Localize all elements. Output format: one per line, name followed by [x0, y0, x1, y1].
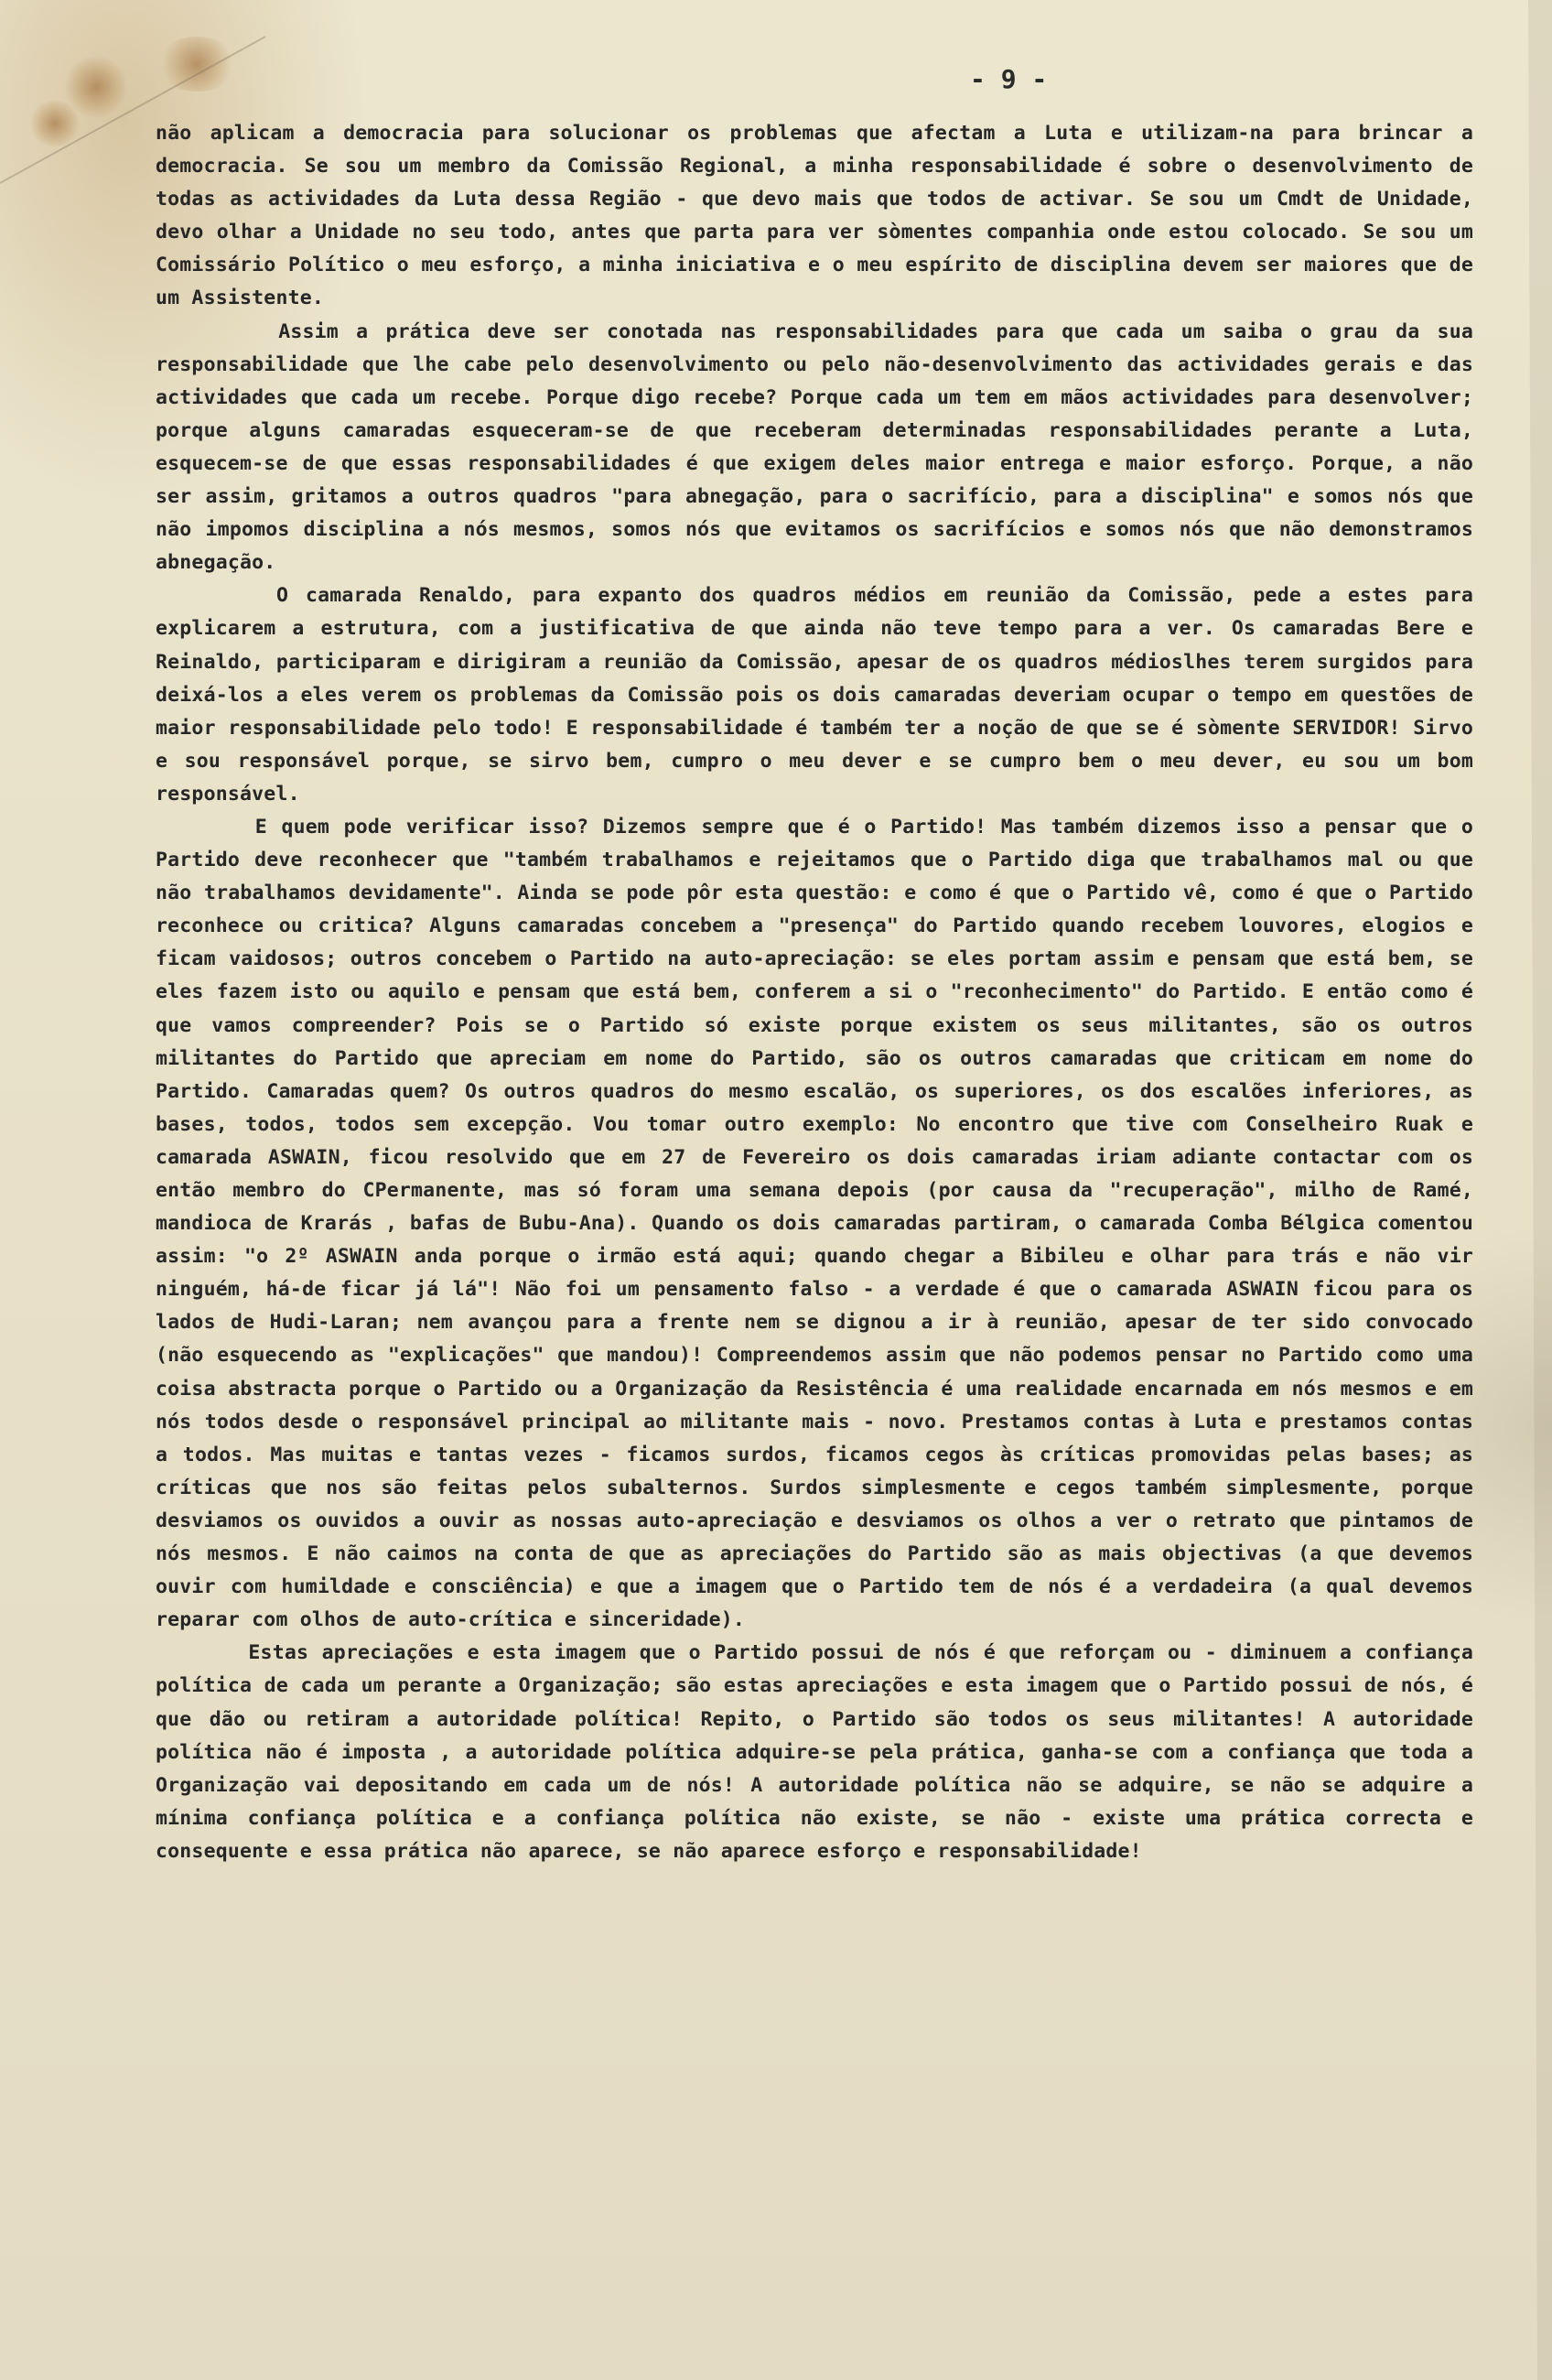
faint-marking [997, 2339, 1162, 2364]
stain-mark [27, 101, 82, 146]
paragraph: não aplicam a democracia para solucionar os problemas que afectam a Luta e utilizam-na para brincar a democracia. Se sou um membro da Comissão Regional, a minha responsabilidade é sobre o desenvolvimento de todas as actividades da Luta dessa Região - que devo mais que todos de activar. Se sou um Cmdt de Unidade, devo olhar a Unidade no seu todo, antes que parta para ver sòmentes companhia onde estou colocado. Se sou um Comissário Político o meu esforço, a minha iniciativa e o meu espírito de disciplina devem ser maiores que de um Assistente. [156, 122, 1486, 310]
paragraph: O camarada Renaldo, para expanto dos quadros médios em reunião da Comissão, pede a estes para explicarem a estrutura, com a justificativa de que ainda não teve tempo para a ver. Os camaradas Bere e Reinaldo, participaram e dirigiram a reunião da Comissão, apesar de os quadros médioslhes terem surgidos para deixá-los a eles verem os problemas da Comissão pois os dois camaradas deveriam ocupar o tempo em questões de maior responsabilidade pelo todo! E responsabilidade é também ter a noção de que se é sòmente SERVIDOR! Sirvo e sou responsável porque, se sirvo bem, cumpro o meu dever e se cumpro bem o meu dever, eu sou um bom responsável. [156, 584, 1486, 806]
paragraph: Assim a prática deve ser conotada nas responsabilidades para que cada um saiba o grau da sua responsabilidade que lhe cabe pelo desenvolvimento ou pelo não-desenvolvimento das actividades gerais e das actividades que cada um recebe. Porque digo recebe? Porque cada um tem em mãos actividades para desenvolver; porque alguns camaradas esqueceram-se de que receberam determinadas responsabilidades perante a Luta, esquecem-se de que essas responsabilidades é que exigem deles maior entrega e maior esforço. Porque, a não ser assim, gritamos a outros quadros "para abnegação, para o sacrifício, para a disciplina" e somos nós que não impomos disciplina a nós mesmos, somos nós que evitamos os sacrifícios e somos nós que não demonstramos abnegação. [156, 319, 1486, 575]
page-number: - 9 - [970, 64, 1048, 94]
paragraph: E quem pode verificar isso? Dizemos sempre que é o Partido! Mas também dizemos isso a pensar que o Partido deve reconhecer que "também trabalhamos e rejeitamos que o Partido diga que trabalhamos mal ou que não trabalhamos devidamente". Ainda se pode pôr esta questão: e como é que o Partido vê, como é que o Partido reconhece ou critica? Alguns camaradas concebem a "presença" do Partido quando recebem louvores, elogios e ficam vaidosos; outros concebem o Partido na auto-apreciação: se eles portam assim e pensam que está bem, se eles fazem isto ou aquilo e pensam que está bem, conferem a si o "reconhecimento" do Partido. E então como é que vamos compreender? Pois se o Partido só existe porque existem os seus militantes, são os outros militantes do Partido que apreciam em nome do Partido, são os outros camaradas que criticam em nome do Partido. Camaradas quem? Os outros quadros do mesmo escalão, os superiores, os dos escalões inferiores, as bases, todos, todos sem excepção. Vou tomar outro exemplo: No encontro que tive com Conselheiro Ruak e camarada ASWAIN, ficou resolvido que em 27 de Fevereiro os dois camaradas iriam adiante contactar com os então membro do CPermanente, mas só foram uma semana depois (por causa da "recuperação", milho de Ramé, mandioca de Krarás , bafas de Bubu-Ana). Quando os dois camaradas partiram, o camarada Comba Bélgica comentou assim: "o 2º ASWAIN anda porque o irmão está aqui; quando chegar a Bibileu e olhar para trás e não vir ninguém, há-de ficar já lá"! Não foi um pensamento falso - a verdade é que o camarada ASWAIN ficou para os lados de Hudi-Laran; nem avançou para a frente nem se dignou a ir à reunião, apesar de ter sido convocado (não esquecendo as "explicações" que mandou)! Compreendemos assim que não podemos pensar no Partido como uma coisa abstracta porque o Partido ou a Organização da Resistência é uma realidade encarnada em nós mesmos e em nós todos desde o responsável principal ao militante mais - novo. Prestamos contas à Luta e prestamos contas a todos. Mas muitas e tantas vezes - ficamos surdos, ficamos cegos às críticas promovidas pelas bases; as críticas que nos são feitas pelos subalternos. Surdos simplesmente e cegos também simplesmente, porque desviamos os ouvidos a ouvir as nossas auto-apreciação e desviamos os olhos a ver o retrato que pintamos de nós mesmos. E não caimos na conta de que as apreciações do Partido são as mais objectivas (a que devemos ouvir com humildade e consciência) e que a imagem que o Partido tem de nós é a verdadeira (a qual devemos reparar com olhos de auto-crítica e sinceridade). [156, 815, 1486, 1632]
document-body [156, 117, 1486, 1868]
paragraph: Estas apreciações e esta imagem que o Partido possui de nós é que reforçam ou - diminuem a confiança política de cada um perante a Organização; são estas apreciações e esta imagem que o Partido possui de nós, é que dão ou retiram a autoridade política! Repito, o Partido são todos os seus militantes! A autoridade política não é imposta , a autoridade política adquire-se pela prática, ganha-se com a confiança que toda a Organização vai depositando em cada um de nós! A autoridade política não se adquire, se não se adquire a mínima confiança política e a confiança política não existe, se não - existe uma prática correcta e consequente e essa prática não aparece, se não aparece esforço e responsabilidade! [156, 1641, 1486, 1863]
stain-mark [156, 37, 238, 92]
